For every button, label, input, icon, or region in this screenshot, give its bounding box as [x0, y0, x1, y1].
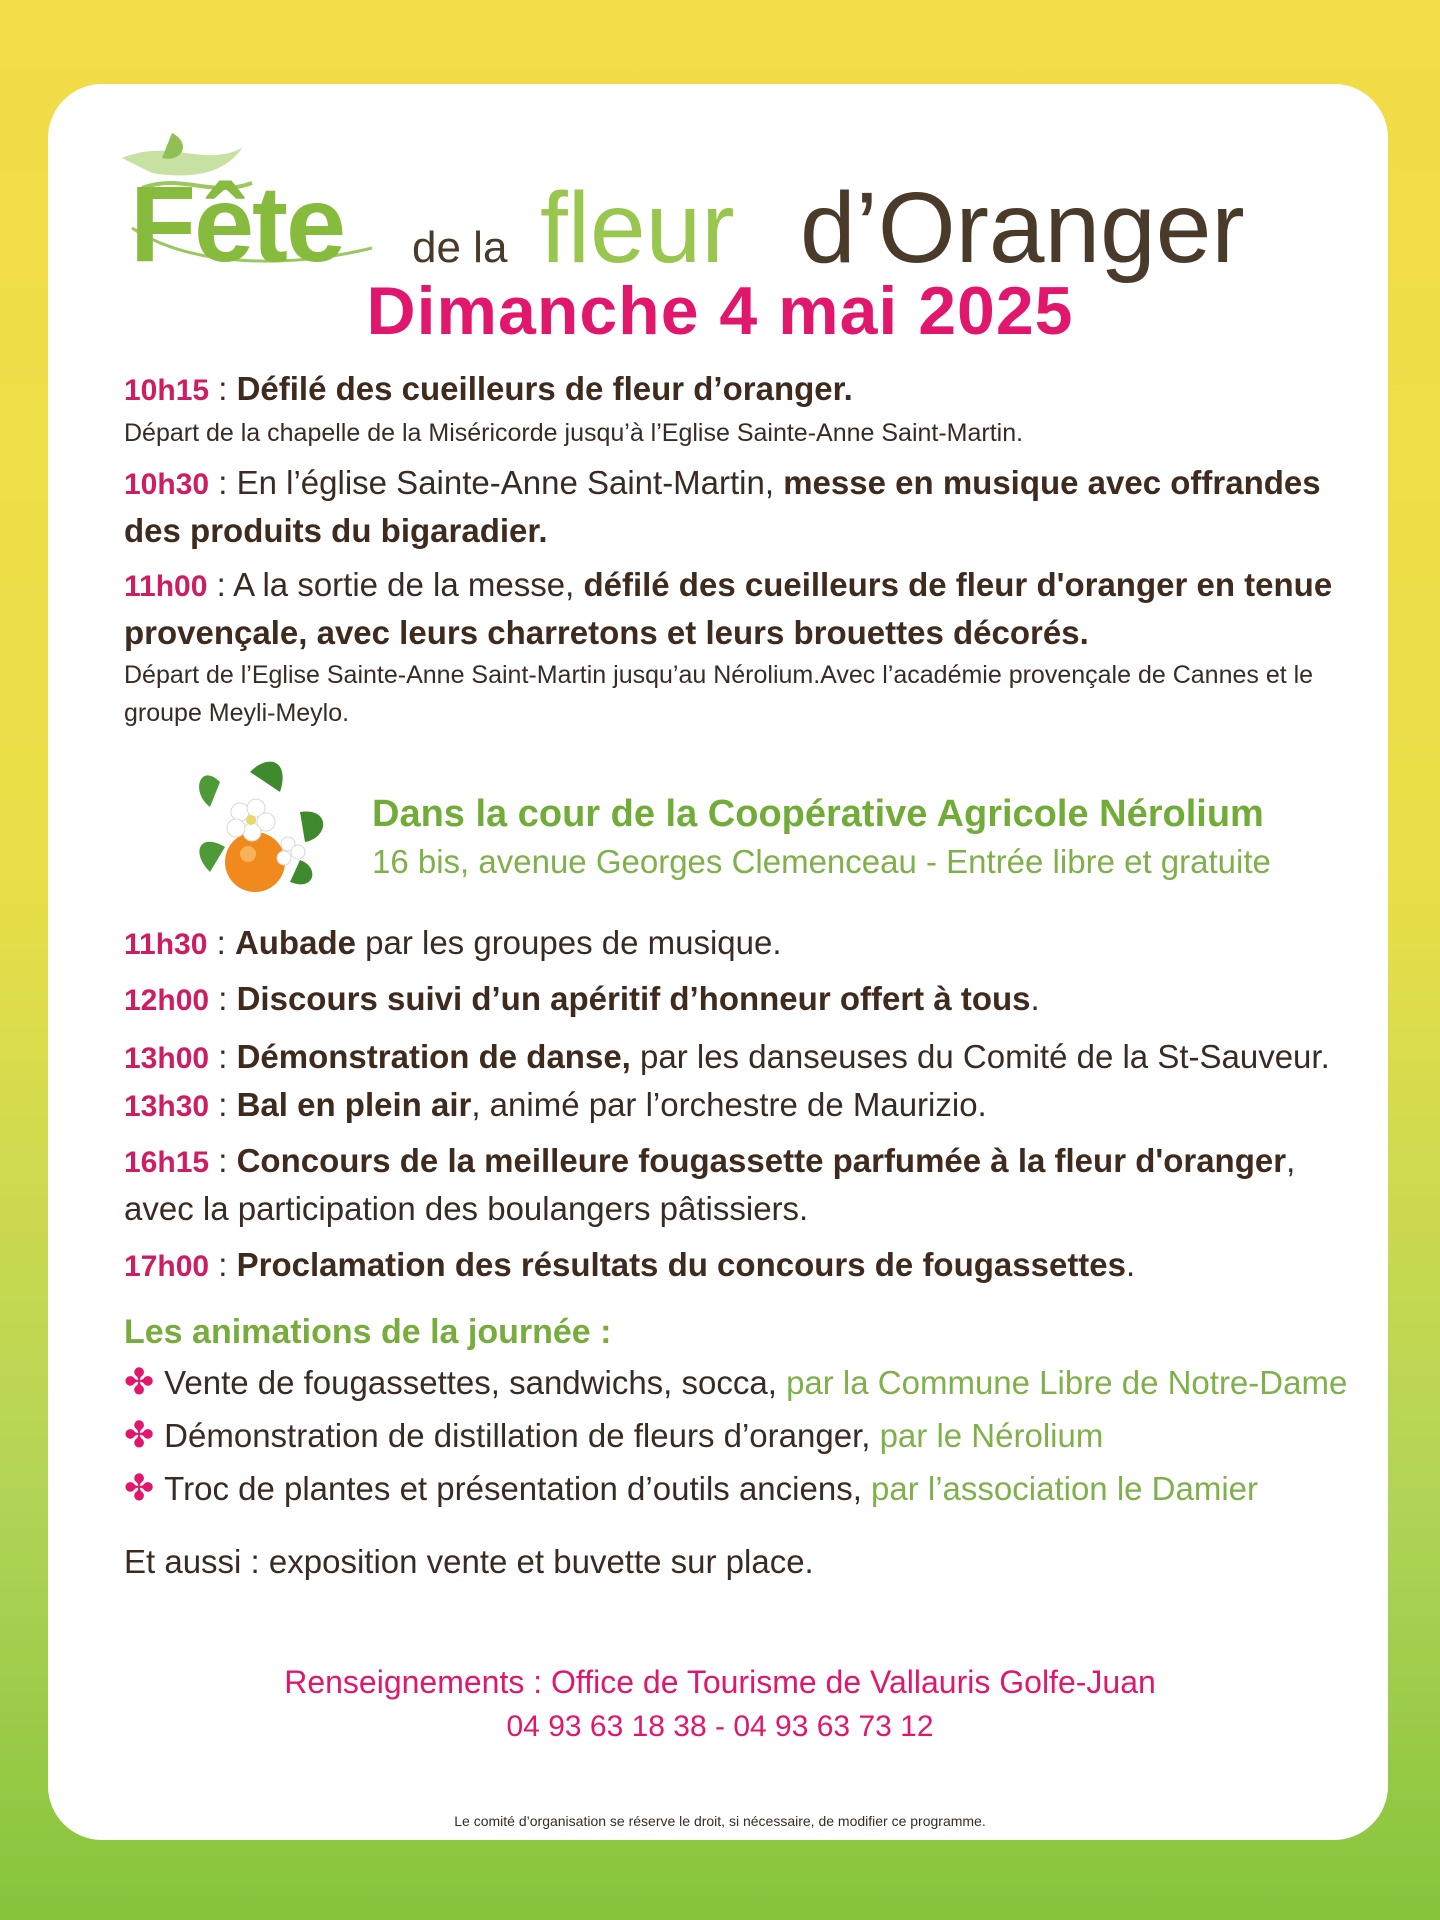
- venue-block: [372, 788, 1372, 884]
- schedule-bottom: [124, 920, 1354, 1290]
- phone-numbers: 04 93 63 18 38 - 04 93 63 73 12: [506, 1710, 934, 1743]
- item-text: , avec la participation des boulangers pâtissiers.: [124, 1142, 1296, 1227]
- event-date: Dimanche 4 mai 2025: [366, 273, 1074, 349]
- venue-address: 16 bis, avenue Georges Clemenceau - Entrée libre et gratuite: [372, 843, 1271, 880]
- item-title: Bal en plein air: [236, 1086, 472, 1123]
- item-title: messe en musique avec offrandes des produits du bigaradier.: [124, 464, 1321, 549]
- disclaimer: Le comité d’organisation se réserve le droit, si nécessaire, de modifier ce programme.: [454, 1813, 986, 1829]
- schedule-item: 13h30 : Bal en plein air, animé par l’orchestre de Maurizio.: [124, 1086, 987, 1123]
- cross-bullet-icon: ✤: [124, 1467, 155, 1508]
- venue-name: Dans la cour de la Coopérative Agricole Nérolium: [372, 793, 1264, 835]
- item-text: par les danseuses du Comité de la St-Sauveur.: [630, 1038, 1330, 1075]
- item-title: Discours suivi d’un apéritif d’honneur offert à tous: [236, 980, 1031, 1017]
- time-label: 10h30: [124, 468, 210, 501]
- title-fleur: fleur: [540, 172, 735, 284]
- schedule-item: 13h00 : Démonstration de danse, par les danseuses du Comité de la St-Sauveur.: [124, 1038, 1330, 1075]
- time-label: 12h00: [124, 984, 210, 1017]
- item-title: Proclamation des résultats du concours de fougassettes: [236, 1246, 1126, 1283]
- schedule-item: 16h15 : Concours de la meilleure fougassette parfumée à la fleur d'oranger, avec la participation des boulangers pâtissiers.: [124, 1142, 1296, 1227]
- event-title: [120, 128, 1320, 284]
- item-title: Aubade: [234, 924, 356, 961]
- item-text: .: [1030, 980, 1040, 1017]
- schedule-item: 11h00 : A la sortie de la messe, défilé des cueilleurs de fleur d'oranger en tenue provençale, avec leurs charretons et leurs brouettes décorés.: [124, 566, 1333, 651]
- info-line: Renseignements : Office de Tourisme de Vallauris Golfe-Juan: [284, 1664, 1156, 1700]
- animation-item: ✤ Vente de fougassettes, sandwichs, socca, par la Commune Libre de Notre-Dame: [124, 1361, 1348, 1402]
- schedule-item: 17h00 : Proclamation des résultats du concours de fougassettes.: [124, 1246, 1136, 1283]
- item-title: Démonstration de danse,: [236, 1038, 631, 1075]
- time-label: 13h00: [124, 1042, 210, 1075]
- item-title: Défilé des cueilleurs de fleur d’oranger.: [236, 370, 853, 407]
- title-fete: Fête: [130, 163, 345, 284]
- schedule-item: 10h15 : Défilé des cueilleurs de fleur d’oranger.: [124, 370, 853, 407]
- title-de-la: de la: [412, 223, 508, 272]
- item-title: défilé des cueilleurs de fleur d'oranger en tenue provençale, avec leurs charretons et leurs brouettes décorés.: [124, 566, 1333, 651]
- item-text: , animé par l’orchestre de Maurizio.: [471, 1086, 987, 1123]
- schedule-item: 11h30 : Aubade par les groupes de musique.: [124, 924, 782, 961]
- time-label: 11h00: [124, 570, 208, 603]
- time-label: 17h00: [124, 1250, 210, 1283]
- item-text: .: [1126, 1246, 1136, 1283]
- also-text: Et aussi : exposition vente et buvette sur place.: [124, 1543, 814, 1580]
- time-label: 13h30: [124, 1090, 210, 1123]
- schedule-item: 10h30 : En l’église Sainte-Anne Saint-Martin, messe en musique avec offrandes des produits du bigaradier.: [124, 464, 1321, 549]
- animation-item: ✤ Troc de plantes et présentation d’outils anciens, par l’association le Damier: [124, 1467, 1259, 1508]
- cross-bullet-icon: ✤: [124, 1414, 155, 1455]
- item-title: Concours de la meilleure fougassette parfumée à la fleur d'oranger: [236, 1142, 1287, 1179]
- time-label: 16h15: [124, 1146, 210, 1179]
- animations-heading: Les animations de la journée :: [124, 1313, 612, 1351]
- schedule-item: 12h00 : Discours suivi d’un apéritif d’honneur offert à tous.: [124, 980, 1040, 1017]
- orange-blossom-icon: [180, 752, 340, 912]
- item-text: En l’église Sainte-Anne Saint-Martin,: [236, 464, 784, 501]
- item-text: A la sortie de la messe,: [233, 566, 584, 603]
- cross-bullet-icon: ✤: [124, 1361, 155, 1402]
- time-label: 10h15: [124, 374, 210, 407]
- schedule-top: [124, 366, 1354, 732]
- title-doranger: d’Oranger: [800, 172, 1245, 284]
- animation-item: ✤ Démonstration de distillation de fleurs d’oranger, par le Nérolium: [124, 1414, 1104, 1455]
- item-text: par les groupes de musique.: [355, 924, 782, 961]
- animations-section: [124, 1308, 1354, 1585]
- time-label: 11h30: [124, 928, 208, 961]
- item-note: Départ de l’Eglise Sainte-Anne Saint-Martin jusqu’au Nérolium.Avec l’académie provençale de Cannes et le groupe Meyli-Meylo.: [124, 661, 1314, 727]
- item-note: Départ de la chapelle de la Miséricorde jusqu’à l’Eglise Sainte-Anne Saint-Martin.: [124, 419, 1024, 447]
